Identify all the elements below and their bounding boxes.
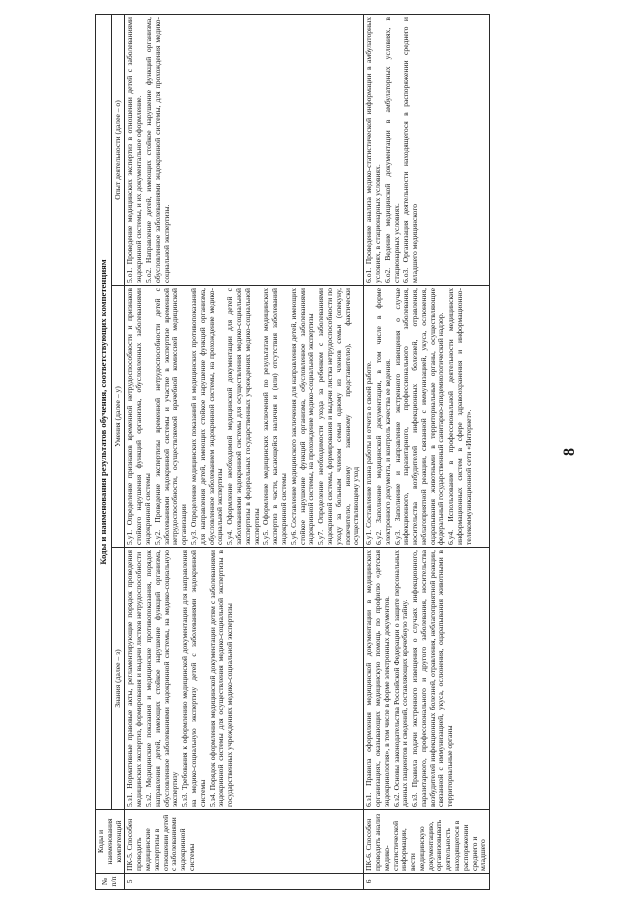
header-skills: Умения (далее – у): [112, 286, 125, 548]
knowledge-cell: [364, 548, 490, 810]
skills-cell: [364, 286, 490, 548]
skill-item: 5.у6. Составление медицинского заключения для направления детей, имеющих стойкое нарушение функций организма, обусловленное заболеваниями эндокринной системы, на прохождение медико-социальной экспертизы: [288, 288, 316, 545]
skill-item: 6.у1. Составление плана работы и отчета о своей работе.: [364, 361, 374, 545]
rotated-table-wrapper: [95, 14, 567, 890]
skill-item: 6.у4. Использование в профессиональной деятельности медицинских информационных систем в сфере здравоохранения и информационно-телекоммуникационной сети «Интернет».: [446, 288, 473, 545]
experience-item: 5.о2. Направление детей, имеющих стойкое нарушение функций организма, обусловленное заболеваниями эндокринной системы, для прохождения медико-социальной экспертизы.: [143, 17, 171, 283]
experience-item: 6.о3. Организация деятельности находящегося в распоряжении среднего и младшего медицинского: [401, 17, 420, 283]
skills-cell: [125, 286, 364, 548]
experience-item: 6.о2. Ведение медицинской документации в амбулаторных условиях, в стационарных условиях.: [382, 17, 401, 283]
skill-item: 6.у2. Заполнение медицинской документации, в том числе в форме электронного документа, и контроль качества ее ведения.: [373, 288, 392, 545]
experience-item: 6.о1. Проведение анализа медико-статистической информации в амбулаторных условиях, в стационарных условиях.: [364, 17, 382, 283]
page-number: 8: [561, 448, 578, 456]
skill-item: 5.у2. Проведение экспертизы временной нетрудоспособности детей с заболеваниями эндокринной системы и участие в экспертизе временной нетрудоспособности, осуществляемой врачебной комиссией медицинской организации: [152, 288, 189, 545]
skill-item: 5.у1. Определение признаков временной нетрудоспособности и признаков стойкого нарушения функций организма, обусловленных заболеваниями эндокринной системы: [125, 288, 152, 545]
header-group-title: Коды и наименования результатов обучения, соответствующих компетенциям: [96, 15, 112, 810]
experience-cell: [364, 15, 490, 286]
table-row: [125, 15, 364, 890]
header-num: № п/п: [96, 874, 125, 890]
knowledge-item: 6.з3. Правила подачи экстренного извещения о случаях инфекционного, паразитарного, профессионального и другого заболевания, носительства возбудителей инфекционных болезней, отравления, неблагоприятной реакции, связанной с иммунизацией, укуса, ослюнения, оцарапывания животными в территориальные органы: [410, 550, 455, 807]
skill-item: 5.у4. Оформление необходимой медицинской документации для детей с заболеваниями эндокринной системы для осуществления медико-социальной экспертизы в федеральных государственных учреждениях медико-социальной экспертизы: [225, 288, 261, 545]
header-competency: Коды и наименования компетенций: [96, 810, 125, 874]
competency-cell: ПК-5. Способен проводить медицинские экспертизы в отношении детей с заболеваниями эндокринной системы: [125, 810, 364, 874]
row-number: 5: [125, 874, 364, 890]
table-row: [364, 15, 490, 890]
knowledge-cell: [125, 548, 364, 810]
skill-item: 5.у7. Определение необходимости ухода за ребенком с заболеваниями эндокринной системы, формирования и выдачи листка нетрудоспособности по уходу за больным членом семьи одному из членов семьи (опекуну, попечителю, иному законному представителю), фактически осуществляющему уход: [316, 288, 361, 545]
competency-cell: ПК-6. Способен проводить анализ медико-статистической информации, вести медицинскую документацию, организовывать деятельность находящегося в распоряжении среднего и младшего: [364, 810, 490, 874]
experience-cell: [125, 15, 364, 286]
skill-item: 5.у5. Оформление медицинских заключений по результатам медицинских экспертиз в части, касающейся наличия и (или) отсутствия заболеваний эндокринной системы: [261, 288, 288, 545]
header-knowledge: Знания (далее – з): [112, 548, 125, 810]
skill-item: 5.у3. Определение медицинских показаний и медицинских противопоказаний для направления детей, имеющих стойкое нарушение функций организма, обусловленное заболеванием эндокринной системы, на прохождение медико-социальной экспертизы: [188, 288, 225, 545]
row-number: 6: [364, 874, 490, 890]
knowledge-item: 5.з3. Требования к оформлению медицинской документации для направления на медико-социальную экспертизу детей с заболеваниями эндокринной системы: [180, 550, 207, 807]
knowledge-item: 6.з2. Основы законодательства Российской Федерации о защите персональных данных пациентов и сведений, составляющих врачебную тайну.: [391, 550, 410, 807]
knowledge-item: 5.з1. Нормативные правовые акты, регламентирующие порядок проведения медицинских экспертиз, формирования и выдачи листков нетрудоспособности: [125, 550, 144, 807]
experience-item: 5.о1. Проведение медицинских экспертиз в отношении детей с заболеваниями эндокринной системы, и их документальное оформление.: [125, 17, 144, 283]
header-experience: Опыт деятельности (далее – о): [112, 15, 125, 286]
knowledge-item: 5.з2. Медицинские показания и медицинские противопоказания, порядок направления детей, имеющих стойкое нарушение функций организма, обусловленное заболеваниями эндокринной системы, на медико-социальную экспертизу: [143, 550, 180, 807]
skill-item: 6.у3. Заполнение и направление экстренного извещения о случае инфекционного, паразитарного, профессионального заболевания, носительства возбудителей инфекционных болезней, отравления, неблагоприятной реакции, связанной с иммунизацией, укуса, ослюнения, оцарапывания животными в территориальные органы, осуществляющие федеральный государственный санитарно-эпидемиологический надзор.: [392, 288, 446, 545]
knowledge-item: 5.з4. Порядок оформления медицинской документации детям с заболеваниями эндокринной системы для осуществления медико-социальной экспертизы в государственных учреждениях медико-социальной экспертизы: [207, 550, 235, 807]
competency-table: [95, 14, 490, 890]
knowledge-item: 6.з1. Правила оформления медицинской документации в медицинских организациях, оказывающих медицинскую помощь по профилю «детская эндокринология», в том числе в форме электронных документов.: [364, 550, 391, 807]
